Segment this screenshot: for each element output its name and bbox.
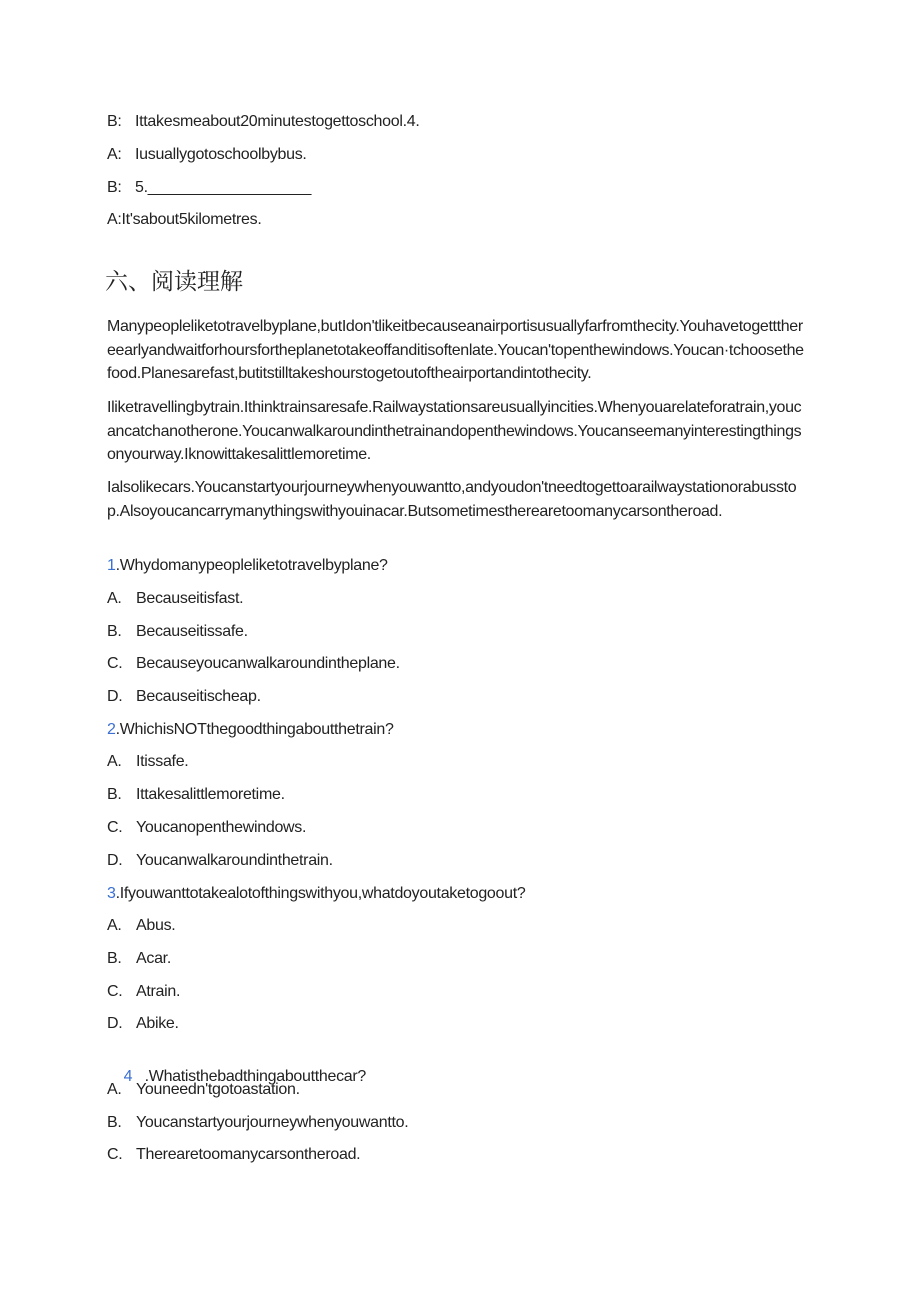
answer-blank: 5.___________________ bbox=[135, 179, 312, 196]
option-text: Abike. bbox=[136, 1015, 179, 1032]
passage-paragraph: Iliketravellingbytrain.Ithinktrainsaresafe.Railwaystationsareusuallyincities.Whenyouarelateforatrain,youcancatchanotherone.Youcanwalkaroundinthetrainandopenthewindows.Youcanseemanyinterestingthingsonyourway.Iknowittakesalittlemoretime. bbox=[107, 399, 802, 463]
question-text: .Ifyouwanttotakealotofthingswithyou,whatdoyoutaketogoout? bbox=[115, 885, 526, 902]
option-letter: D. bbox=[107, 1015, 123, 1032]
option-letter: D. bbox=[107, 688, 123, 705]
dialogue-line bbox=[107, 178, 311, 198]
option bbox=[107, 752, 188, 772]
option bbox=[107, 589, 243, 609]
option bbox=[107, 785, 285, 805]
question-number: 2 bbox=[107, 721, 116, 738]
option-letter: D. bbox=[107, 852, 123, 869]
option bbox=[107, 1113, 408, 1133]
question-text: .WhichisNOTthegoodthingaboutthetrain? bbox=[115, 721, 394, 738]
question bbox=[107, 556, 388, 576]
option-letter: B. bbox=[107, 950, 122, 967]
option-letter: C. bbox=[107, 983, 123, 1000]
option-letter: B. bbox=[107, 1114, 122, 1131]
section-title: 六、阅读理解 bbox=[105, 269, 243, 295]
dialogue-line bbox=[107, 112, 420, 132]
speaker-label: A: bbox=[107, 211, 122, 228]
option-letter: A. bbox=[107, 590, 122, 607]
option-letter: A. bbox=[107, 1081, 122, 1098]
option-letter: C. bbox=[107, 1146, 123, 1163]
option bbox=[107, 1014, 179, 1034]
option-letter: A. bbox=[107, 753, 122, 770]
option bbox=[107, 818, 306, 838]
question-number: 4 bbox=[123, 1068, 133, 1085]
option-text: Therearetoomanycarsontheroad. bbox=[136, 1146, 361, 1163]
option-text: Youcanwalkaroundinthetrain. bbox=[136, 852, 333, 869]
passage-paragraph: Ialsolikecars.Youcanstartyourjourneywhenyouwantto,andyoudon'tneedtogettoarailwaystationorabusstop.Alsoyoucancarrymanythingswithyouinacar.Butsometimestherearetoomanycarsontheroad. bbox=[107, 479, 797, 520]
option-letter: B. bbox=[107, 623, 122, 640]
option-text: Youcanopenthewindows. bbox=[136, 819, 307, 836]
dialogue-text: Ittakesmeabout20minutestogettoschool.4. bbox=[135, 113, 420, 130]
dialogue-line bbox=[107, 210, 261, 230]
option-text: Youcanstartyourjourneywhenyouwantto. bbox=[136, 1114, 409, 1131]
dialogue-text: It'sabout5kilometres. bbox=[121, 211, 262, 228]
speaker-label: B: bbox=[107, 179, 122, 196]
option-text: Becauseitisfast. bbox=[136, 590, 244, 607]
option-letter: A. bbox=[107, 917, 122, 934]
question bbox=[107, 884, 525, 904]
option-text: Becauseitissafe. bbox=[136, 623, 248, 640]
question-text: .Whatisthebadthingaboutthecar? bbox=[132, 1068, 367, 1085]
option-text: Becauseyoucanwalkaroundintheplane. bbox=[136, 655, 400, 672]
option-text: Ittakesalittlemoretime. bbox=[136, 786, 285, 803]
option-letter: C. bbox=[107, 655, 123, 672]
option-text: Itissafe. bbox=[136, 753, 189, 770]
passage-paragraph: Manypeopleliketotravelbyplane,butIdon'tlikeitbecauseanairportisusuallyfarfromthecity.Youhavetogettthereearlyandwaitforhoursfortheplanetotakeoffanditisoftenlate.Youcan'topenthewindows.Youcan·tchoosethefood.Planesarefast,butitstilltakeshourstogetoutoftheairportandintothecity. bbox=[107, 318, 804, 382]
option bbox=[107, 622, 248, 642]
dialogue-text: Iusuallygotoschoolbybus. bbox=[135, 146, 307, 163]
option bbox=[107, 1080, 300, 1100]
option-text: Atrain. bbox=[136, 983, 181, 1000]
question bbox=[107, 720, 394, 740]
dialogue-line bbox=[107, 145, 307, 165]
question-number: 3 bbox=[107, 885, 116, 902]
option-text: Acar. bbox=[136, 950, 171, 967]
option-text: Abus. bbox=[136, 917, 176, 934]
option bbox=[107, 687, 261, 707]
option-text: Becauseitischeap. bbox=[136, 688, 261, 705]
option bbox=[107, 916, 175, 936]
option-letter: C. bbox=[107, 819, 123, 836]
speaker-label: B: bbox=[107, 113, 122, 130]
option-letter: B. bbox=[107, 786, 122, 803]
option bbox=[107, 1145, 360, 1165]
option-text: Youneedn'tgotoastation. bbox=[136, 1081, 300, 1098]
option bbox=[107, 851, 333, 871]
option bbox=[107, 949, 171, 969]
option bbox=[107, 982, 180, 1002]
question-number: 1 bbox=[107, 557, 116, 574]
question-text: .Whydomanypeopleliketotravelbyplane? bbox=[115, 557, 388, 574]
speaker-label: A: bbox=[107, 146, 122, 163]
option bbox=[107, 654, 400, 674]
